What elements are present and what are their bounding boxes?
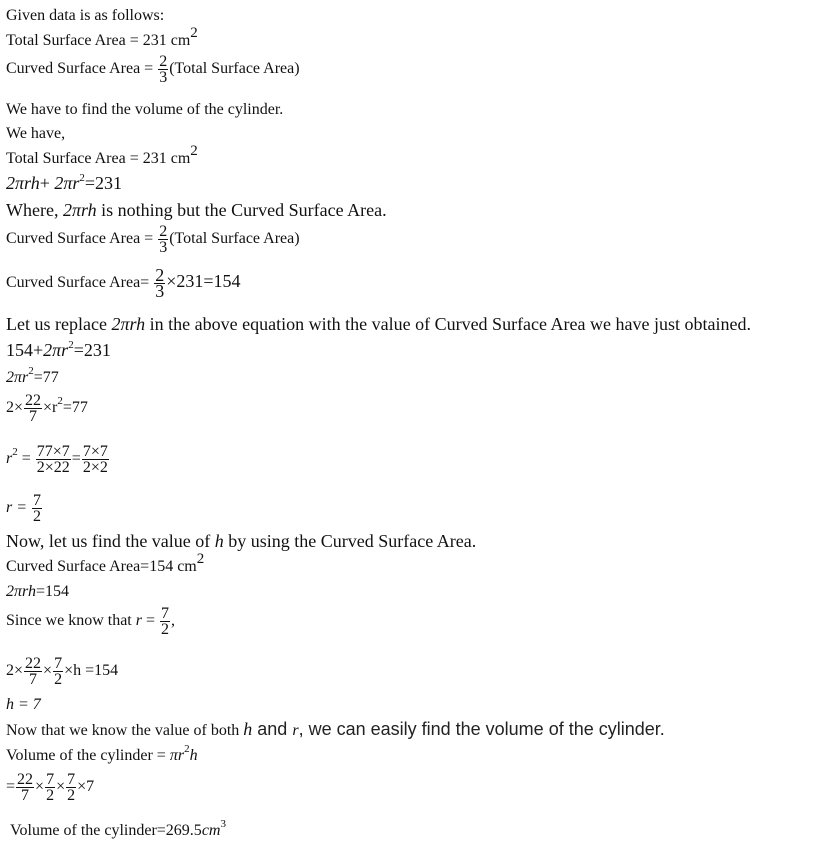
- line-csa-154-cm: [6, 551, 205, 577]
- exponent: 2: [196, 551, 205, 567]
- denominator: 2: [67, 787, 76, 804]
- exponent: 2: [79, 172, 85, 184]
- line-tsa: [6, 25, 198, 51]
- exponent: 2: [190, 143, 198, 159]
- numerator: 2: [159, 223, 168, 240]
- line-154-plus: [6, 340, 111, 360]
- fraction-22-7: [24, 656, 42, 687]
- fraction-7-2: [53, 656, 63, 687]
- denominator: 3: [159, 69, 168, 86]
- numerator: 2: [159, 53, 168, 70]
- line-h-7: [6, 695, 41, 715]
- fraction-7-2: [32, 493, 42, 524]
- denominator: 7: [29, 408, 38, 425]
- equals-77: =77: [33, 369, 59, 386]
- h-symbol: h: [189, 747, 198, 764]
- line-volume-final: [10, 818, 226, 841]
- csa-eq-label: Curved Surface Area=: [6, 274, 154, 292]
- denominator: 2×2: [82, 459, 108, 476]
- denominator: 7: [29, 671, 38, 688]
- denominator: 2: [33, 508, 42, 525]
- csa-154-text: Curved Surface Area=154 cm: [6, 558, 197, 575]
- line-r2-value: [6, 444, 110, 475]
- numerator: 22: [25, 392, 42, 409]
- now-pre: Now, let us find the value of: [6, 531, 215, 551]
- numerator: 7: [33, 492, 42, 509]
- line-h-solve: [6, 656, 118, 687]
- fraction-7-2: [160, 606, 170, 637]
- where-post-text: is nothing but the Curved Surface Area.: [96, 200, 387, 220]
- r-symbol: r: [6, 450, 13, 468]
- fraction-7x7: [82, 444, 109, 475]
- line-volume-calc: [6, 772, 94, 803]
- equals-154: =154: [35, 583, 69, 600]
- exponent: 2: [28, 365, 34, 377]
- denominator: 3: [155, 281, 165, 301]
- h-equals-7: h = 7: [6, 696, 41, 713]
- given-text: Given data is as follows:: [6, 7, 165, 24]
- numerator: 7×7: [82, 443, 108, 460]
- numerator: 77×7: [36, 443, 70, 460]
- equals: =: [71, 450, 81, 468]
- formula-2pir2: 2πr: [43, 340, 69, 360]
- line-eq-231: [6, 173, 122, 193]
- line-find-volume: [6, 100, 283, 120]
- formula-2pirh: 2πrh: [62, 200, 97, 220]
- line-2pirh-154: [6, 582, 69, 602]
- formula-2pirh: 2πrh: [6, 583, 36, 600]
- denominator: 7: [21, 787, 30, 804]
- fraction-77x7: [36, 444, 71, 475]
- times-sign: ×: [56, 778, 66, 796]
- numerator: 22: [25, 655, 42, 672]
- denominator: 2: [54, 671, 63, 688]
- times-231: ×231=154: [166, 271, 241, 292]
- fraction-22-7: [16, 772, 34, 803]
- equals: =: [141, 612, 160, 630]
- formula-2pirh: 2πrh: [6, 173, 40, 193]
- exponent-3: 3: [220, 818, 226, 830]
- volume-final: Volume of the cylinder=269.5: [10, 822, 202, 839]
- volume-pre: Volume of the cylinder =: [6, 747, 170, 764]
- line-csa-154: [6, 265, 241, 301]
- two-times: 2×: [6, 399, 24, 417]
- since-pre: Since we know that: [6, 612, 136, 630]
- r-equals: r =: [6, 499, 32, 517]
- exponent: 2: [184, 743, 190, 755]
- tsa-text: Total Surface Area = 231 cm: [6, 32, 191, 49]
- now-post: by using the Curved Surface Area.: [223, 531, 477, 551]
- h-symbol: h: [214, 531, 224, 551]
- formula-pir: πr: [169, 747, 185, 764]
- line-since: [6, 606, 175, 637]
- csa-label: Curved Surface Area =: [6, 60, 158, 78]
- both-post: , we can easily find the volume of the cylinder.: [298, 719, 665, 739]
- we-have-text: We have,: [6, 125, 66, 142]
- fraction-2-3: [158, 54, 168, 85]
- formula-2pirh: 2πrh: [111, 314, 146, 334]
- line-where: [6, 200, 387, 220]
- line-csa-formula: [6, 54, 300, 85]
- exponent: 2: [12, 446, 18, 459]
- times-r: ×r: [43, 399, 58, 417]
- numerator: 22: [17, 771, 34, 788]
- equals-231: =231: [84, 173, 123, 193]
- times-h-154: ×h =154: [64, 662, 119, 680]
- line-csa-formula-2: [6, 224, 300, 255]
- replace-pre: Let us replace: [6, 314, 112, 334]
- equals-77: =77: [62, 399, 88, 417]
- fraction-22-7: [24, 393, 42, 424]
- fraction-2-3: [158, 224, 168, 255]
- fraction-2-3: [154, 265, 165, 301]
- and-text: and: [252, 719, 293, 739]
- numerator: 7: [67, 771, 76, 788]
- plus-sign: +: [39, 173, 55, 193]
- times-sign: ×: [43, 662, 53, 680]
- formula-2pir2: 2πr: [6, 369, 29, 386]
- find-volume-text: We have to find the volume of the cylinder.: [6, 101, 284, 118]
- denominator: 2: [161, 621, 170, 638]
- line-given: [6, 6, 164, 26]
- csa-label: Curved Surface Area =: [6, 230, 158, 248]
- equals: =: [17, 450, 35, 468]
- tsa-text: Total Surface Area = 231 cm: [6, 150, 191, 167]
- two-times: 2×: [6, 662, 24, 680]
- line-22-7-r2: [6, 393, 88, 424]
- r-symbol: r: [135, 612, 142, 630]
- numerator: 2: [155, 265, 165, 285]
- denominator: 3: [159, 239, 168, 256]
- text-154-plus: 154+: [6, 340, 44, 360]
- fraction-7-2: [45, 772, 55, 803]
- replace-post: in the above equation with the value of Curved Surface Area we have just obtained.: [145, 314, 751, 334]
- formula-2pir2: 2πr: [54, 173, 80, 193]
- equals-231: =231: [73, 340, 111, 360]
- numerator: 7: [161, 605, 170, 622]
- line-r-value: [6, 493, 43, 524]
- denominator: 2: [46, 787, 55, 804]
- cm-unit: cm: [201, 822, 221, 839]
- h-symbol: h: [243, 719, 253, 739]
- line-volume-formula: [6, 743, 198, 766]
- where-text: Where,: [6, 200, 63, 220]
- numerator: 7: [46, 771, 55, 788]
- exponent: 2: [190, 25, 198, 41]
- line-now-find-h: [6, 531, 476, 551]
- both-pre: Now that we know the value of both: [6, 722, 244, 739]
- line-replace: [6, 314, 751, 334]
- comma: ,: [171, 612, 176, 630]
- r-symbol: r: [292, 722, 299, 739]
- line-both: [6, 719, 665, 741]
- times-sign: ×: [35, 778, 45, 796]
- times-7: ×7: [77, 778, 95, 796]
- line-2pir2-77: [6, 365, 59, 388]
- exponent: 2: [68, 339, 74, 351]
- numerator: 7: [54, 655, 63, 672]
- tsa-paren: (Total Surface Area): [169, 230, 300, 248]
- line-tsa-2: [6, 143, 198, 169]
- denominator: 2×22: [36, 459, 70, 476]
- line-we-have: [6, 124, 65, 144]
- tsa-paren: (Total Surface Area): [169, 60, 300, 78]
- exponent: 2: [57, 395, 63, 408]
- equals: =: [6, 778, 16, 796]
- fraction-7-2: [66, 772, 76, 803]
